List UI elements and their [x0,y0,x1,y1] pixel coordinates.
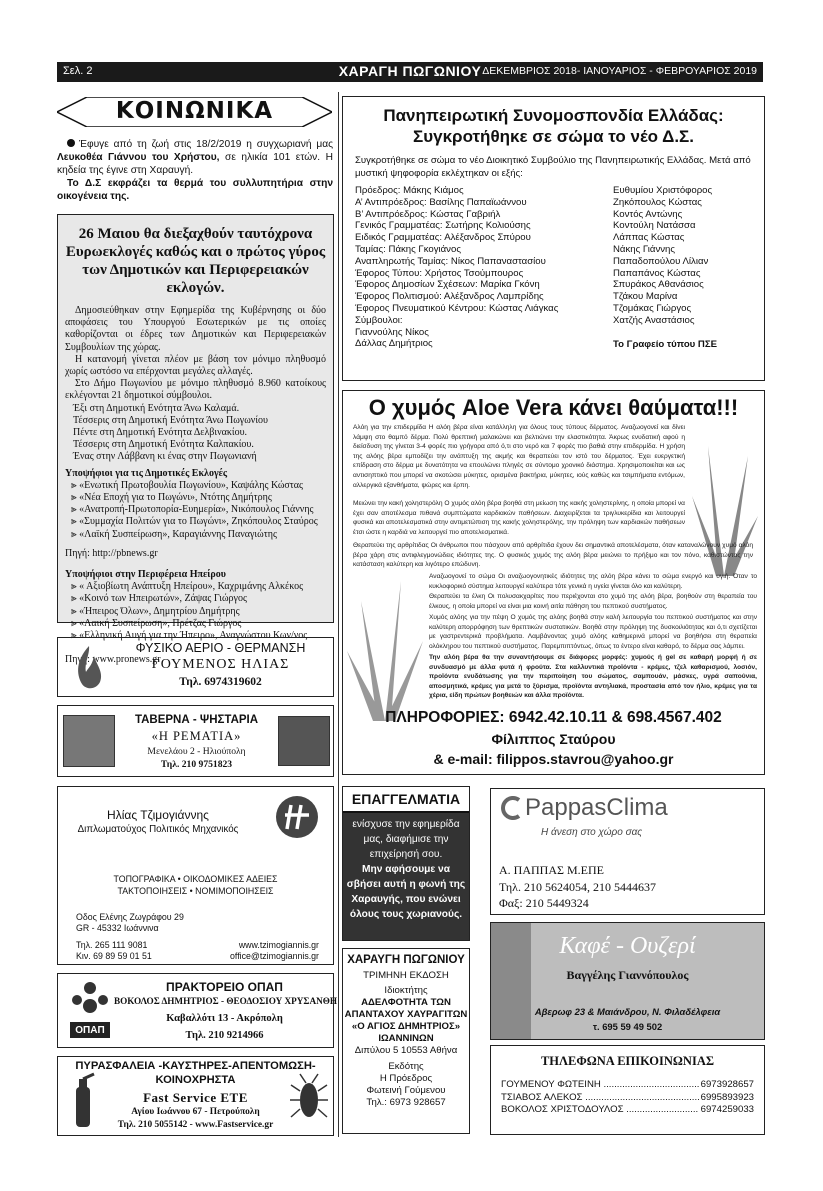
ad-phone: Τηλ. 210 5055142 - www.Fastservice.gr [117,1120,274,1130]
list-item: ⫸ «Συμμαχία Πολιτών για το Πωγώνι», Ζηκόπουλος Σταύρος [71,516,318,528]
masthead-line: Εκδότης [388,1061,424,1072]
ad-line: ΦΥΣΙΚΟ ΑΕΡΙΟ - ΘΕΡΜΑΝΣΗ [135,641,306,655]
masthead-address: Διπύλου 5 10553 Αθήνα [354,1045,458,1056]
food-photo [278,716,330,766]
masthead-owner: ΑΔΕΛΦΟΤΗΤΑ ΤΩΝ ΑΠΑΝΤΑΧΟΥ ΧΑΥΡΑΓΙΤΩΝ «Ο ΑΓΙΟΣ ΔΗΜΗΤΡΙΟΣ» ΙΩΑΝΝΙΝΩΝ [344,997,468,1044]
elections-paragraph: Η κατανομή γίνεται πλέον με βάση τον μόνιμο πληθυσμό χωρίς ωστόσο να επέρχονται μεγάλες αλλαγές. [65,353,326,378]
list-item: Αναπληρωτής Ταμίας: Νίκος Παπαναστασίου [355,255,546,267]
newspaper-title: ΧΑΡΑΓΗ ΠΩΓΩΝΙΟΥ [338,63,482,79]
cafe-title: Καφέ - Ουζερί [559,933,696,959]
ad-line: ΠΥΡΑΣΦΑΛΕΙΑ -ΚΑΥΣΤΗΡΕΣ-ΑΠΕΝΤΟΜΩΣΗ- [75,1060,316,1072]
list-item: Πέντε στη Δημοτική Ενότητα Δελβινακίου. [73,427,248,439]
ad-engineer [57,786,334,965]
ad-phone: Τηλ. 6974319602 [179,676,262,688]
source-text: Πηγή: www.pronews.gr [65,654,161,666]
list-item: Ειδικός Γραμματέας: Αλέξανδρος Σπύρου [355,232,531,244]
regional-heading: Υποψήφιοι στην Περιφέρεια Ηπείρου [65,569,226,581]
flame-icon [74,644,104,690]
list-item: Δάλλας Δημήτριος [355,338,433,350]
aloe-paragraph: Μειώνει την κακή χοληστερόλη Ο χυμός αλόη βέρα βοηθά στη μείωση της κακής χοληστερίνης, η οποία μπορεί να έχει σαν αποτέλεσμα πιθανά συμπτώματα καρδιακών παθήσεων. Διαχειρίζεται τα τριγλυκερίδια και λειτουργεί φυσικά και αποτελεσματικά στην αντιμετώπιση της κακής χοληστερόλης, την πρόληψη των καρδιακών παθήσεων έτσι ώστε η καρδιά να λειτουργεί πιο αποτελεσματικά. [353,500,685,536]
list-item: Λάππας Κώστας [613,232,685,244]
list-item: Ζηκόπουλος Κώστας [613,196,702,208]
list-item: Β’ Αντιπρόεδρος: Κώστας Γαβριήλ [355,208,501,220]
press-office-signature: Το Γραφείο τύπου ΠΣΕ [613,338,718,350]
list-item: Έφορος Πολιτισμού: Αλέξανδρος Λαμπρίδης [355,291,544,303]
list-item: Γενικός Γραμματέας: Σωτήρης Κολιούσης [355,220,531,232]
elections-paragraph: Δημοσιεύθηκαν στην Εφημερίδα της Κυβέρνησης οι δύο αποφάσεις του Υπουργού Εσωτερικών με τις οποίες καθορίζονται οι έδρες των Δημοτικών και Περιφερειακών Συμβουλίων της χώρας. [65,305,326,353]
professionals-title: ΕΠΑΓΓΕΛΜΑΤΙΑ [343,787,469,813]
list-item: ⫸ « Αξιοβίωτη Ανάπτυξη Ηπείρου», Καχριμάνης Αλκέκος [71,581,304,593]
ad-phone: Τηλ. 210 9214966 [185,1030,264,1041]
ad-taverna [57,705,334,777]
list-item [501,1104,754,1117]
ad-cafe-ouzeri [490,922,765,1040]
aloe-info-email[interactable]: & e-mail: filippos.stavrou@yahoo.gr [433,751,674,767]
ad-address: Μενελάου 2 - Ηλιούπολη [147,746,246,757]
deceased-name: Λευκοθέα Γιάννου του Χρήστου, [57,152,220,163]
pappasclima-logo-icon [499,795,525,821]
aloe-title: Ο χυμός Aloe Vera κάνει θαύματα!!! [368,395,739,420]
engineer-name: Ηλίας Τζιμογιάννης [107,808,209,822]
cafe-address: Αβερωφ 23 & Μαιάνδρου, Ν. Φιλαδέλφεια [534,1006,721,1017]
page-number: Σελ. 2 [63,65,93,77]
list-item: ⫸ «Ελληνική Αυγή για την Ήπειρο», Αναγνώστου Κων/νος [71,630,308,642]
list-item: ⫸ «Λαϊκή Συσπείρωση», Καραγιάννης Παναγιώτης [71,528,277,540]
issue-date: ΔΕΚΕΜΒΡΙΟΣ 2018- ΙΑΝΟΥΑΡΙΟΣ - ΦΕΒΡΟΥΑΡΙΟΣ 2019 [482,65,757,77]
aloe-paragraph: Αλόη για την επιδερμίδα Η αλόη βέρα είναι κατάλληλη για όλους τους τύπους δέρματος. Αναζωογονεί και δίνει λάμψη στο θαμπό δέρμα. Πολύ θρεπτική μαλακώνει και βελτιώνει την ελαστικότητα. Άκρως ενυδατική αφού η διείσδυση της γίνεται 3-4 φορές πιο γρήγορα από ό,τι στο νερό και 7 φορές πιο βαθιά στην επιδερμίδα. Η χρήση της αλόης βέρα εμποδίζει την ανάπτυξη της ακμής και θεραπεύει τον ιστό του δέρματος. Έχει ευεργετική επίδραση στο δέρμα με δυνατότητα να επουλώνει πληγές σε σύντομο χρονικό διάστημα. Χρησιμοποιείται και ως αντισηπτικό που μπορεί να σκοτώσει μύκητες, ορισμένα βακτήρια, μύκητες, ιούς καθώς και τσιμπήματα εντόμων, αλλεργικά εξανθήματα, ψώρες και έρπη. [353,424,685,489]
masthead-box [342,948,470,1134]
list-item: Κοντούλη Νατάσσα [613,220,696,232]
ad-address: Αγίου Ιωάννου 67 - Πετρούπολη [131,1107,260,1117]
ad-pappasclima [490,788,765,915]
ad-brand: Fast Service ΕΤΕ [143,1090,248,1105]
contact-name: ΤΣΙΑΒΟΣ ΑΛΕΚΟΣ ..... [501,1092,699,1105]
list-item: Ευθυμίου Χριστόφορος [613,185,713,196]
list-item: Τζάκου Μαρίνα [613,291,678,303]
contact-name: ΒΟΚΟΛΟΣ ΧΡΙΣΤΟΔΟΥΛΟΣ ..... [501,1104,699,1117]
ad-line: ΚΟΙΝΟΧΡΗΣΤΑ [155,1074,236,1086]
koinonika-banner [57,97,332,127]
board-list-right [613,185,752,350]
condolence-text: Το Δ.Σ εκφράζει τα θερμά του συλλυπητήρια στην οικογένεια της. [57,178,333,202]
list-item: Παπαδοπούλου Λίλιαν [613,255,709,267]
services-line: ΤΟΠΟΓΡΑΦΙΚΑ • ΟΙΚΟΔΟΜΙΚΕΣ ΑΔΕΙΕΣ [113,874,278,884]
source-text: Πηγή: http://pbnews.gr [65,547,158,559]
contact-name: ΓΟΥΜΕΝΟΥ ΦΩΤΕΙΝΗ ..... [501,1079,699,1092]
panepirotiki-article [342,96,765,381]
cafe-owner: Βαγγέλης Γιαννόπουλος [566,968,689,982]
contact-phone: 6974259033 [700,1104,754,1115]
obituary-text: Έφυγε από τη ζωή στις 18/2/2019 η συγχωριανή μας Λευκοθέα Γιάννου του Χρήστου, σε ηλικία 101 ετών. Η κηδεία της έγινε στη Χαραυγή. [57,139,334,176]
cafe-phone: τ. 695 59 49 502 [592,1021,663,1032]
list-item: Έφορος Δημοσίων Σχέσεων: Μαρίκα Γκόνη [355,279,540,291]
list-item: Έφορος Τύπου: Χρήστος Τσούμπουρος [355,267,524,279]
ad-line: «Η ΡΕΜΑΤΙΑ» [151,729,242,743]
list-item: ⫸ «Ανατροπή-Πρωτοπορία-Ευημερία», Νικόπουλος Γιάννης [71,504,314,516]
list-item: Σπυράκος Αθανάσιος [613,279,704,291]
mobile-text: Κιν. 69 89 59 01 51 [76,951,152,961]
board-list-left [355,185,613,350]
engineer-logo-icon [275,795,319,839]
aloe-info-phones: ΠΛΗΡΟΦΟΡΙΕΣ: 6942.42.10.11 & 698.4567.402 [385,709,722,726]
list-item: ⫸ «Ενωτική Πρωτοβουλία Πωγωνίου», Καψάλης Κώστας [71,479,304,491]
ad-aloe-vera [342,390,765,775]
company-name: Α. ΠΑΠΠΑΣ Μ.ΕΠΕ [499,863,604,877]
list-item: Κοντός Αντώνης [613,208,683,220]
ad-line: ΓΟΥΜΕΝΟΣ ΗΛΙΑΣ [151,657,290,672]
seats-list [65,403,326,464]
list-item [501,1092,754,1105]
list-item: Ένας στην Λάββανη κι ένας στην Πωγωνιανή [73,451,257,463]
aloe-paragraph: Την αλόη βέρα θα την συναντήσουμε σε διάφορες μορφές: χυμούς ή gel σε καθαρή μορφή ή σε συνδυασμό με άλλα φυτά ή φρούτα. Στα καλλυντικά προϊόντα - κρέμες, τζελ καθαρισμού, λοσιόν, προϊόντα ενυδάτωσης για την περιποίηση του σώματος, σαμπουάν, μάσκες, υγρά σαπούνια, αποσμητικά, κρέμες για μετά το ξύρισμα, προϊόντα αντηλιακά, προστασία από τον ήλιο, κρέμες για τα χέρια, είδη πρώτων βοηθειών και άλλα προϊόντα. [429,654,757,700]
list-item: Παπαπάνος Κώστας [613,267,701,279]
aloe-plant-icon [347,571,423,721]
board-members [355,185,752,350]
list-item: Έφορος Πνευματικού Κέντρου: Κώστας Λιάγκας [355,302,559,314]
regional-list [65,581,326,642]
engineer-title: Διπλωματούχος Πολιτικός Μηχανικός [77,824,239,835]
panepirotiki-intro: Συγκροτήθηκε σε σώμα το νέο Διοικητικό Συμβούλιο της Πανηπειρωτικής Ελλάδας. Μετά από μυστική ψηφοφορία εκλέχτηκαν οι εξής: [355,155,751,179]
professionals-text: ενίσχυσε την εφημερίδα μας, διαφήμισε την επιχείρησή σου. Μην αφήσουμε να σβήσει αυτή η φωνή της Χαραυγής, που ενώνει όλους τους χωριανούς. [346,819,466,920]
ad-fire-service [57,1056,334,1136]
list-item: Σύμβουλοι: [355,314,403,326]
contact-phones [490,1045,765,1135]
masthead-phone: Τηλ.: 6973 928657 [366,1097,446,1108]
list-item: Έξι στη Δημοτική Ενότητα Άνω Καλαμά. [73,402,240,414]
contact-phone: 6973928657 [700,1079,754,1090]
list-item: Τζομάκας Γιώργος [613,302,692,314]
contact-phone: 6995893923 [700,1091,754,1103]
contact-phones-title: ΤΗΛΕΦΩΝΑ ΕΠΙΚΟΙΝΩΝΙΑΣ [540,1054,715,1068]
column-divider [338,92,339,1137]
bullet-icon [67,139,75,147]
masthead-line: ΤΡΙΜΗΝΗ ΕΚΔΟΣΗ [363,970,449,981]
list-item: ⫸ «Λαική Συσπείρωση», Πρέτζας Γιώργος [71,617,242,629]
list-item: Α’ Αντιπρόεδρος: Βασίλης Παπαϊωάννου [355,196,527,208]
list-item [501,1079,754,1092]
address-line: Οδος Ελένης Ζωγράφου 29 [76,912,184,922]
pappasclima-brand: PappasClima [525,794,668,821]
list-item: Νάκης Γιάννης [613,243,675,255]
ad-address: Καβαλλότι 13 - Ακρόπολη [166,1013,283,1024]
food-photo [63,715,115,767]
aloe-paragraph: Αναζωογονεί το σώμα Οι αναζωογονητικές ιδιότητες της αλόη βέρα κάνει το σώμα ενεργό και υγιή. Όταν το κυκλοφορικό σύστημα λειτουργεί καλύτερα τότε γενικά η υγεία γίνεται όλο και καλύτερη. [429,573,757,590]
phone-text: Τηλ. 265 111 9081 [76,940,148,950]
list-item: Γιαννούλης Νίκος [355,326,429,338]
municipal-list [65,480,326,541]
email-link[interactable]: office@tzimogiannis.gr [230,951,319,961]
opap-logo-text: ΟΠΑΠ [75,1025,105,1036]
company-phone: Τηλ. 210 5624054, 210 5444637 [499,880,656,894]
aloe-paragraph: Θεραπεύει τα έλκη Οι πολυσακχαρίτες που περιέχονται στο χυμό της αλόη βέρα, βοηθούν στη θεραπεία του έλκους, η οποία μπορεί να είναι μια κοινή αιτία πάθηση του πεπτικού συστήματος. [429,593,757,610]
list-item: ⫸ «Κοινό των Ηπειρωτών», Ζάψας Γιώργος [71,593,247,605]
aloe-paragraph: Χυμός αλόης για την πέψη Ο χυμός της αλόης βοηθά στην καλή λειτουργία του πεπτικού συστήματος και στην καλύτερη απορρόφηση των θρεπτικών συστατικών. Βοηθά στην πρόληψη της δυσκοιλιότητας και ό,τι σχετίζεται με γαστρεντερικά προβλήματα. Λαμβάνοντας χυμό αλόης καθημερινά μπορεί να βοηθήσει στη θεραπεία ολόκληρου του πεπτικού συστήματος. Παρεμπιπτόντως, όπως το έντερο είναι καθαρό, το δέρμα σας λάμπει. [429,614,757,650]
aloe-info-name: Φίλιππος Σταύρου [491,731,616,747]
panepirotiki-title: Πανηπειρωτική Συνομοσπονδία Ελλάδας: Συγκροτήθηκε σε σώμα το νέο Δ.Σ. [383,106,724,146]
ad-line: ΒΟΚΟΛΟΣ ΔΗΜΗΤΡΙΟΣ - ΘΕΟΔΟΣΙΟΥ ΧΡΥΣΑΝΘΗ [114,996,338,1006]
ad-natural-gas [57,637,334,697]
ad-line: ΠΡΑΚΤΟΡΕΙΟ ΟΠΑΠ [166,980,283,994]
list-item: Χατζής Αναστάσιος [613,314,695,326]
list-item: ⫸ «Ήπειρος Όλων», Δημητρίου Δημήτρης [71,605,240,617]
elections-paragraph: Στο Δήμο Πωγωνίου με μόνιμο πληθυσμό 8.960 κατοίκους εκλέγονται 21 δημοτικοί σύμβουλοι. [65,378,326,402]
pappasclima-slogan: Η άνεση στο χώρο σας [541,827,643,838]
list-item: Τέσσερις στη Δημοτική Ενότητα Άνω Πωγωνίου [73,414,268,426]
ad-opap [57,973,338,1048]
professionals-box [342,786,470,941]
company-fax: Φαξ: 210 5449324 [499,896,589,910]
masthead-line: Η Πρόεδρος [379,1073,433,1084]
list-item: ⫸ «Νέα Εποχή για το Πωγώνι», Ντότης Δημήτρης [71,492,272,504]
municipal-heading: Υποψήφιοι για τις Δημοτικές Εκλογές [65,467,228,479]
aloe-paragraph: Θεραπεύει της αρθρίτιδας Οι άνθρωποι που πάσχουν από αρθρίτιδα έχουν δει σημαντικά αποτελέσματα, όταν καταναλώνουν χυμό αλόη βέρα χάρη στις αντιφλεγμονώδεις ιδιότητες της. Ο φυσικός χυμός της αλόη βέρα μειώνει το πρήξιμο και τον πόνο, καθιστώντας την κατάσταση καλύτερη και λιγότερο επώδυνη. [353,542,753,569]
address-line: GR - 45332 Ιωάννινα [76,923,159,933]
services-line: ΤΑΚΤΟΠΟΙΗΣΕΙΣ • ΝΟΜΙΜΟΠΟΙΗΣΕΙΣ [117,886,274,896]
koinonika-title: ΚΟΙΝΩΝΙΚΑ [115,98,274,124]
ad-phone: Τηλ. 210 9751823 [160,759,233,770]
website-link[interactable]: www.tzimogiannis.gr [238,940,319,950]
elections-title: 26 Μαιου θα διεξαχθούν ταυτόχρονα Ευρωεκλογές καθώς και ο πρώτος γύρος των Δημοτικών και Περιφερειακών εκλογών. [65,226,326,296]
masthead-title: ΧΑΡΑΥΓΗ ΠΩΓΩΝΙΟΥ [347,954,465,966]
obituary [57,138,333,203]
list-item: Τέσσερις στη Δημοτική Ενότητα Καλπακίου. [73,439,254,451]
masthead-line: Φωτεινή Γούμενου [366,1085,446,1096]
list-item: Ταμίας: Πάκης Γκογιάνος [355,243,461,255]
page-header [57,62,763,82]
list-item: Πρόεδρος: Μάκης Κιάμος [355,185,464,196]
masthead-line: Ιδιοκτήτης [384,985,428,996]
ad-line: ΤΑΒΕΡΝΑ - ΨΗΣΤΑΡΙΑ [134,714,259,726]
